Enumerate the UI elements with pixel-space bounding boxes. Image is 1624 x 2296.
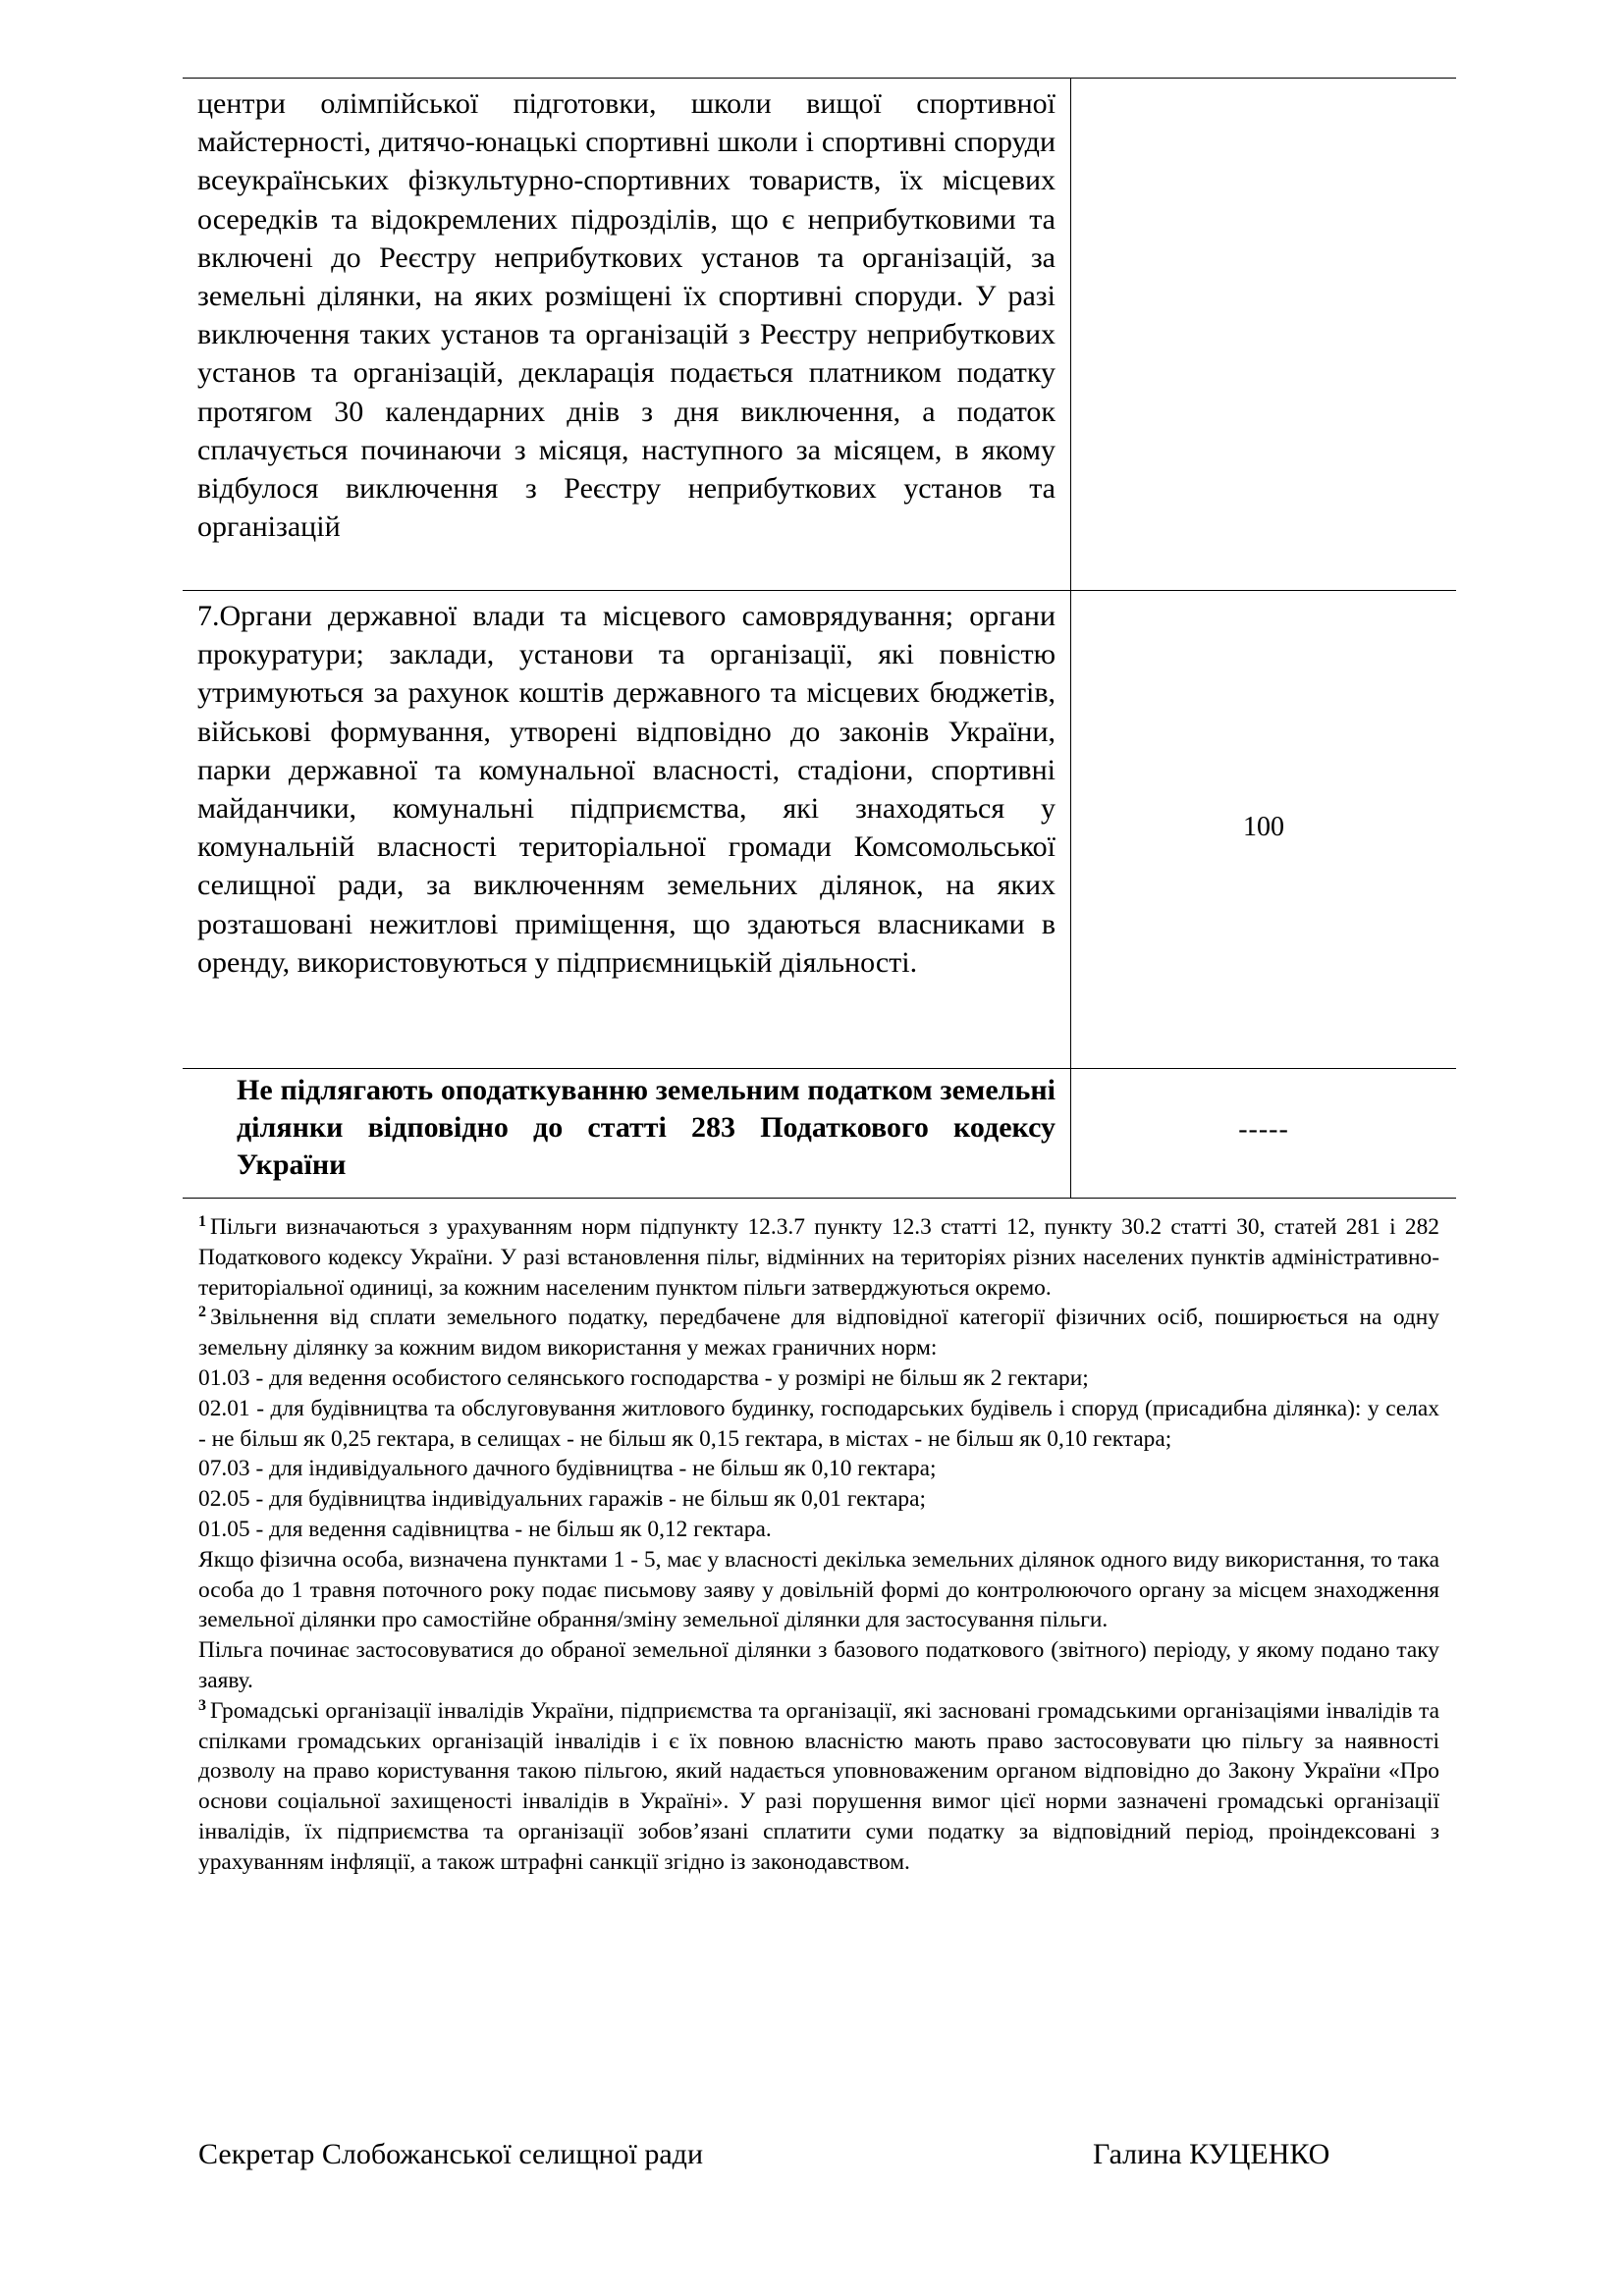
footnotes — [198, 1212, 1439, 1878]
signatory-title: Секретар Слобожанської селищної ради — [198, 2138, 703, 2170]
category-cell — [183, 591, 1071, 1069]
footnote-text: Звільнення від сплати земельного податку, передбачене для відповідної категорії фізичних осіб, поширюється на одну земельну ділянку за кожним видом використання у межах граничних норм: — [198, 1305, 1439, 1362]
footnote-paragraph: Пільга починає застосовуватися до обраної земельної ділянки з базового податкового (звітного) періоду, у якому подано таку заяву. — [198, 1637, 1439, 1693]
benefit-value: ----- — [1238, 1113, 1289, 1145]
benefits-table — [183, 78, 1456, 1199]
table-row — [183, 1069, 1456, 1199]
footnote-item: 01.05 - для ведення садівництва - не більш як 0,12 гектара. — [198, 1516, 772, 1542]
footnote-2 — [198, 1303, 1439, 1363]
benefit-value-cell — [1071, 79, 1457, 591]
category-text: центри олімпійської підготовки, школи вищої спортивної майстерності, дитячо-юнацькі спортивні школи і спортивні споруди всеукраїнських фізкультурно-спортивних товариств, їх місцевих осередків та відокремлених підрозділів, що є неприбутковими та включені до Реєстру неприбуткових установ та організацій, за земельні ділянки, на яких розміщені їх спортивні споруди. У разі виключення таких установ та організацій з Реєстру неприбуткових установ та організацій, декларація подається платником податку протягом 30 календарних днів з дня виключення, а податок сплачується починаючи з місяця, наступного за місяцем, в якому відбулося виключення з Реєстру неприбуткових установ та організацій — [197, 87, 1056, 544]
benefit-value: 100 — [1243, 812, 1284, 842]
footnote-mark: 3 — [198, 1696, 206, 1714]
signatory-name: Галина КУЦЕНКО — [1093, 2138, 1330, 2170]
non-taxable-text: Не підлягають оподаткуванню земельним податком земельні ділянки відповідно до статті 283 Податкового кодексу України — [237, 1074, 1056, 1181]
category-cell — [183, 79, 1071, 591]
footnote-item: 02.05 - для будівництва індивідуальних гаражів - не більш як 0,01 гектара; — [198, 1486, 927, 1513]
footnote-item: 07.03 - для індивідуального дачного будівництва - не більш як 0,10 гектара; — [198, 1456, 937, 1482]
footnote-3 — [198, 1696, 1439, 1878]
footnote-text: Громадські організації інвалідів України, підприємства та організації, які засновані громадськими організаціями інвалідів та спілками громадських організацій інвалідів і є їх повною власністю мають право застосовувати цю пільгу за наявності дозволу на право користування такою пільгою, який надається уповноваженим органом відповідно до Закону України «Про основи соціальної захищеності інвалідів в Україні». У разі порушення вимог цієї норми зазначені громадські організації інвалідів, їх підприємства та організації зобов’язані сплатити суми податку за відповідний період, проіндексовані з урахуванням інфляції, а також штрафні санкції згідно із законодавством. — [198, 1697, 1439, 1875]
footnote-item: 01.03 - для ведення особистого селянського господарства - у розмірі не більш як 2 гектари; — [198, 1364, 1089, 1391]
benefit-value-cell — [1071, 1069, 1457, 1199]
footnote-paragraph: Якщо фізична особа, визначена пунктами 1 - 5, має у власності декілька земельних ділянок одного виду використання, то така особа до 1 травня поточного року подає письмову заяву у довільній формі до контролюючого органу за місцем знаходження земельної ділянки про самостійне обрання/зміну земельної ділянки для застосування пільги. — [198, 1546, 1439, 1633]
footnote-mark: 1 — [198, 1213, 206, 1230]
footnote-1 — [198, 1212, 1439, 1303]
footnote-text: Пільги визначаються з урахуванням норм підпункту 12.3.7 пункту 12.3 статті 12, пункту 30.2 статті 30, статей 281 і 282 Податкового кодексу України. У разі встановлення пільг, відмінних на територіях різних населених пунктів адміністративно-територіальної одиниці, за кожним населеним пунктом пільги затверджуються окремо. — [198, 1214, 1439, 1301]
table-row — [183, 591, 1456, 1069]
footnote-mark: 2 — [198, 1304, 206, 1321]
category-cell — [183, 1069, 1071, 1199]
benefit-value-cell — [1071, 591, 1457, 1069]
table-row — [183, 79, 1456, 591]
category-text: 7.Органи державної влади та місцевого самоврядування; органи прокуратури; заклади, установи та організації, які повністю утримуються за рахунок коштів державного та місцевих бюджетів, військові формування, утворені відповідно до законів України, парки державної та комунальної власності, стадіони, спортивні майданчики, комунальні підприємства, які знаходяться у комунальній власності територіальної громади Комсомольської селищної ради, за виключенням земельних ділянок, на яких розташовані нежитлові приміщення, що здаються власниками в оренду, використовуються у підприємницькій діяльності. — [197, 600, 1056, 979]
footnote-item: 02.01 - для будівництва та обслуговування житлового будинку, господарських будівель і споруд (присадибна ділянка): у селах - не більш як 0,25 гектара, в селищах - не більш як 0,15 гектара, в містах - не більш як 0,10 гектара; — [198, 1395, 1439, 1452]
